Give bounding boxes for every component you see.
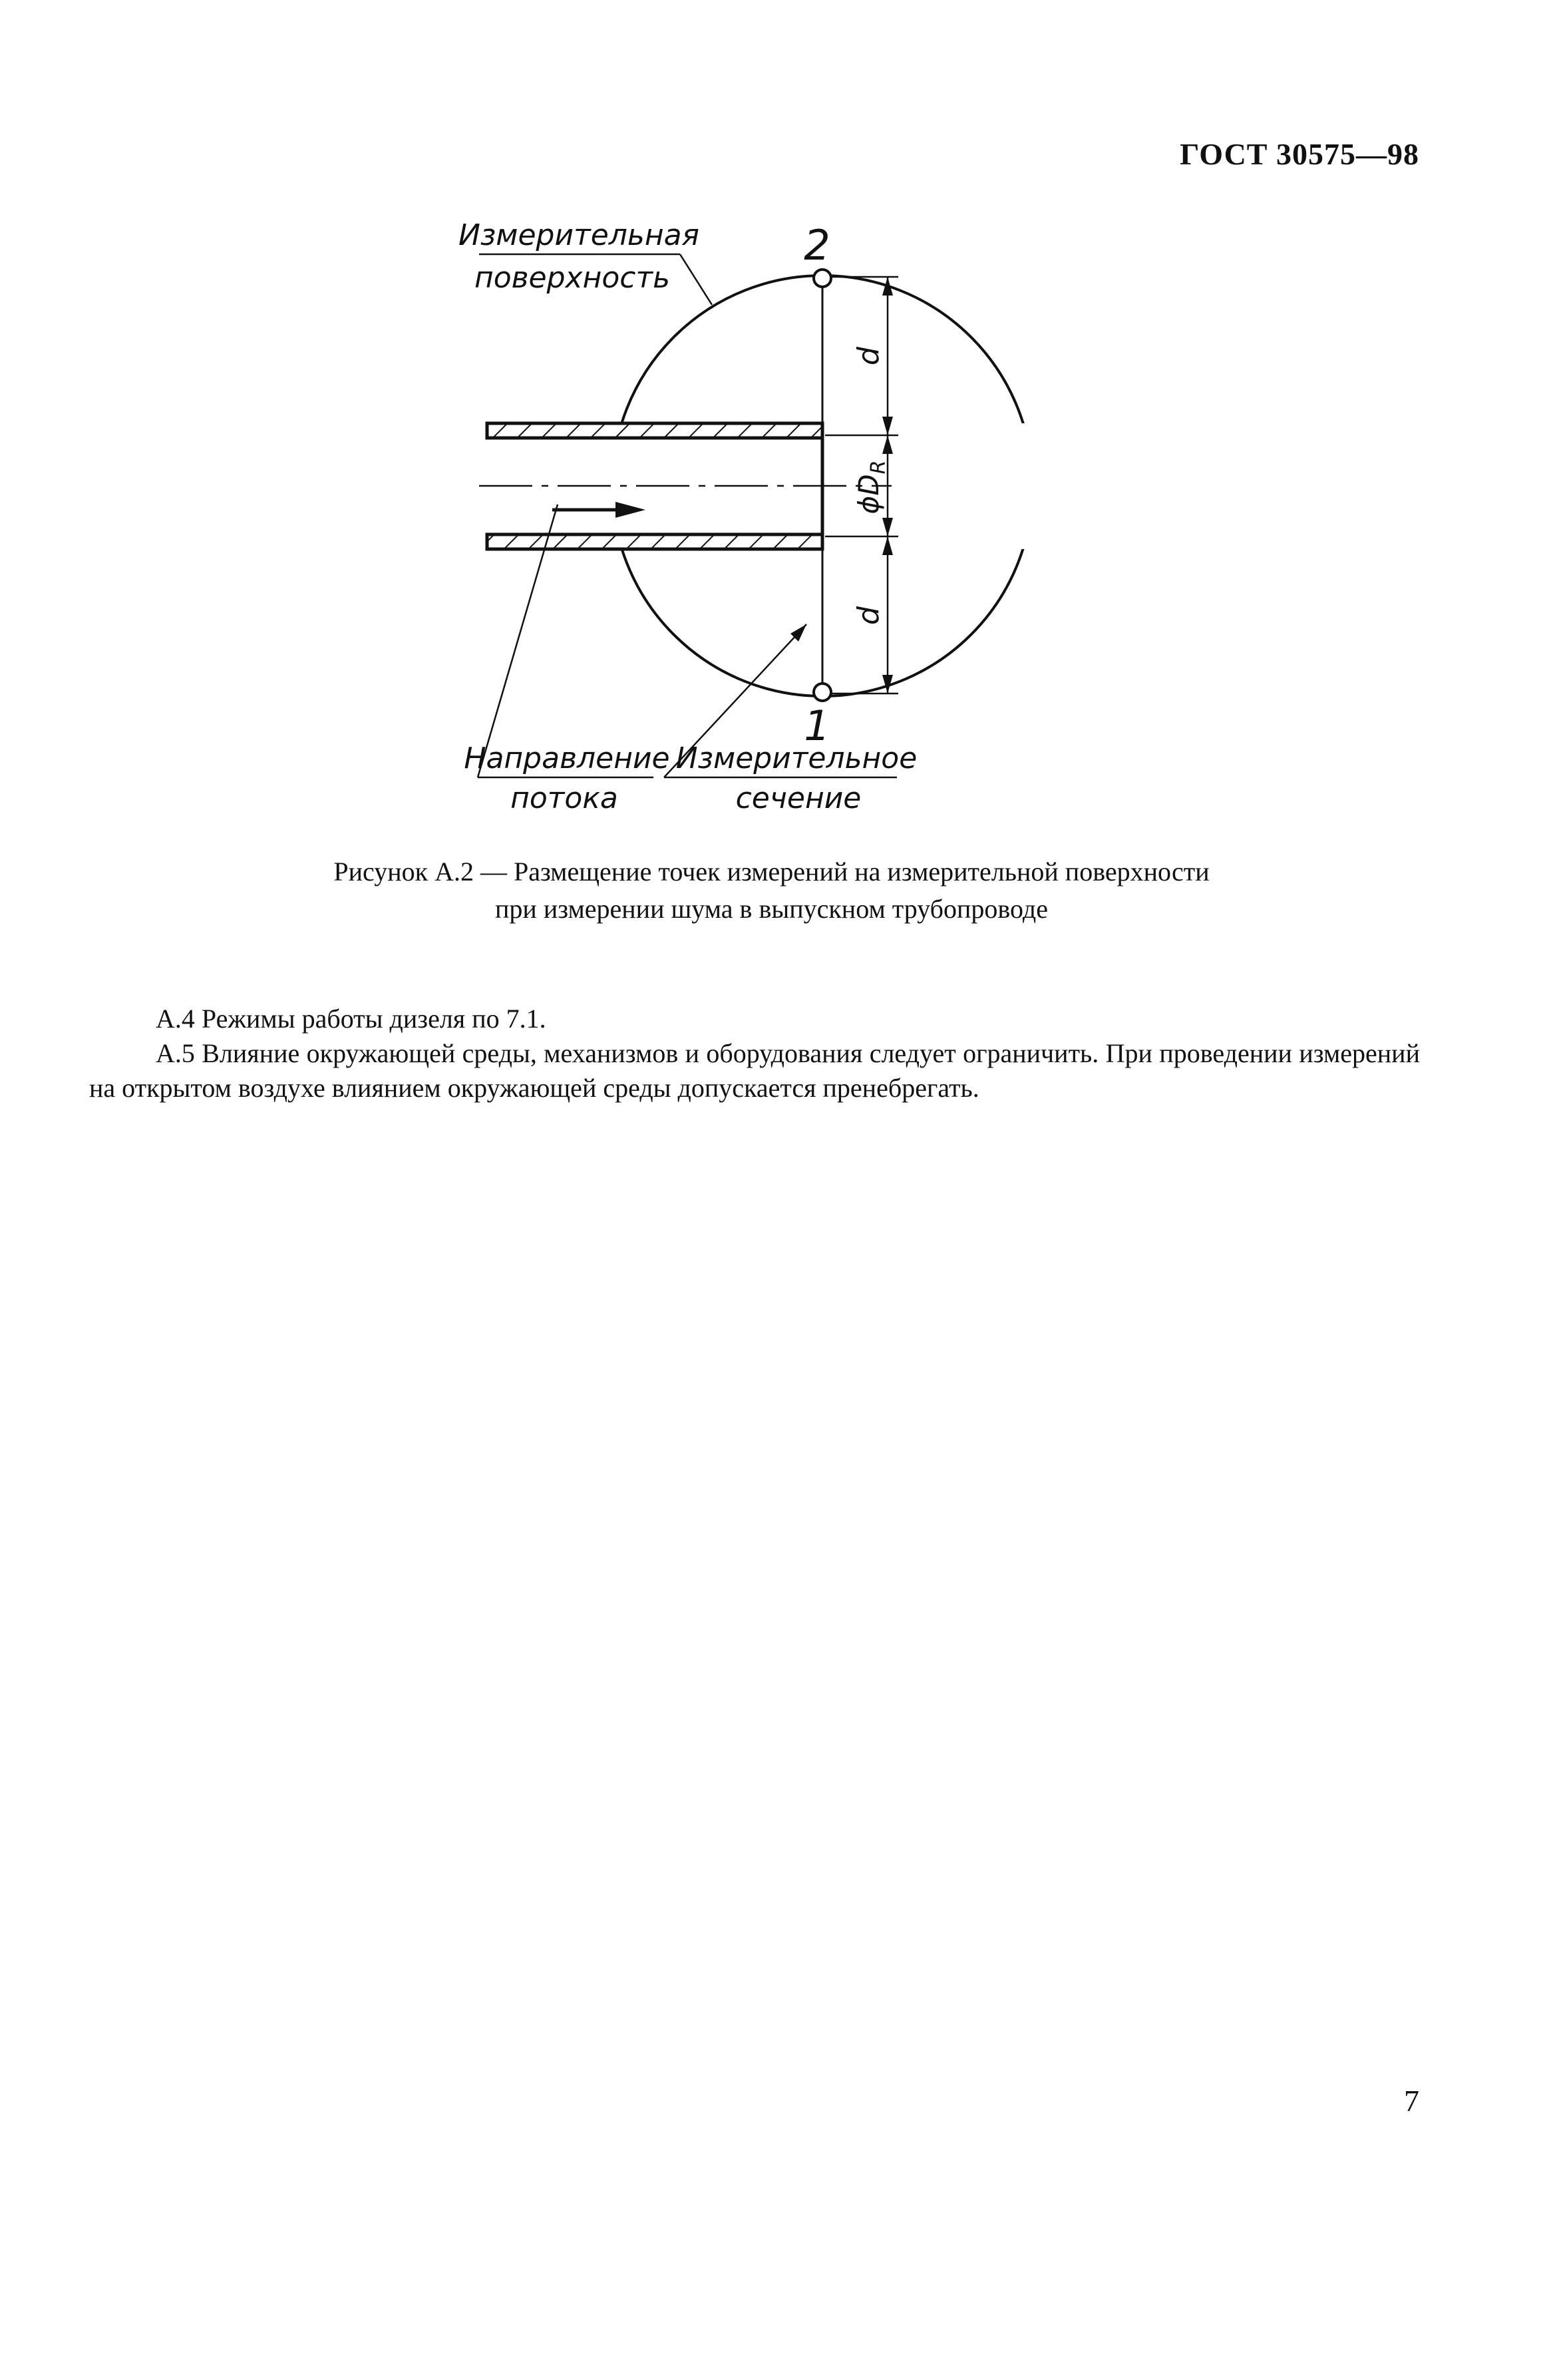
body-text: [89, 1002, 1420, 1105]
flow-label-line1: Направление: [464, 741, 670, 775]
dimension-diameter-subscript: R: [867, 460, 890, 475]
svg-text:ϕDR: [852, 461, 890, 514]
paragraph-a5: А.5 Влияние окружающей среды, механизмов и оборудования следует ограничить. При проведении измерений на открытом воздухе влиянием окружающей среды допускается пренебрегать.: [89, 1038, 1420, 1103]
pipe-wall-bottom: [487, 534, 822, 549]
surface-label-line2: поверхность: [474, 261, 671, 295]
page-number: 7: [1404, 2084, 1419, 2118]
surface-label-line1: Измерительная: [458, 218, 700, 252]
pipe-wall-top: [487, 423, 822, 438]
dimension-diameter: ϕD: [852, 474, 885, 514]
document-code-header: ГОСТ 30575—98: [1180, 137, 1419, 171]
section-label-line1: Измерительное: [675, 741, 918, 775]
measurement-points-figure: [0, 0, 1543, 839]
point-1-number: 1: [804, 701, 830, 750]
figure-caption-line2: при измерении шума в выпускном трубопроводе: [495, 894, 1048, 924]
figure-caption: [0, 853, 1543, 928]
measurement-point-2: [814, 270, 831, 287]
dimension-d-top: d: [852, 347, 886, 365]
paragraph-a4: А.4 Режимы работы дизеля по 7.1.: [156, 1004, 546, 1034]
flow-label-line2: потока: [510, 781, 618, 815]
point-2-number: 2: [804, 221, 830, 270]
flow-arrow-icon: [615, 502, 645, 518]
measurement-point-1: [814, 684, 831, 701]
figure-caption-line1: Рисунок А.2 — Размещение точек измерений на измерительной поверхности: [333, 857, 1210, 887]
dimension-d-bottom: d: [852, 606, 886, 625]
section-label-line2: сечение: [735, 781, 862, 815]
